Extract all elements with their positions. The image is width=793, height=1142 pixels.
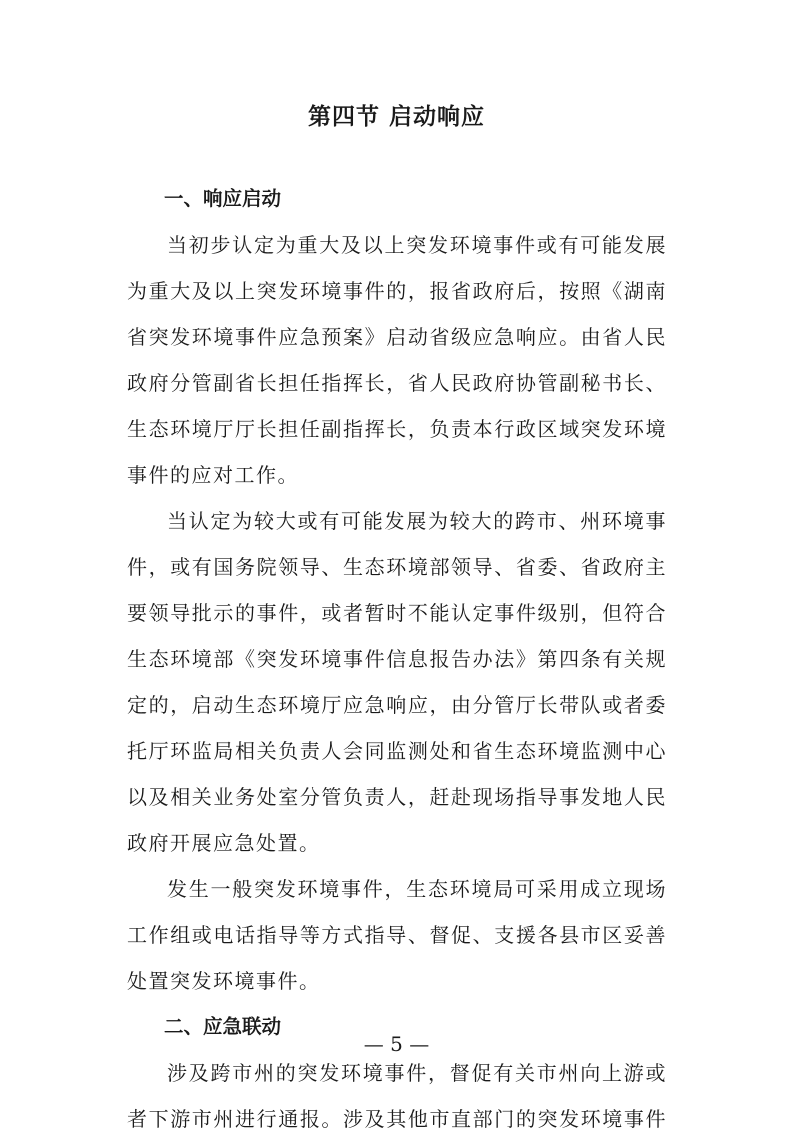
text-line: 省突发环境事件应急预案》启动省级应急响应。由省人民 xyxy=(127,325,667,349)
text-line: 要领导批示的事件，或者暂时不能认定事件级别，但符合 xyxy=(127,601,667,625)
paragraph xyxy=(127,498,667,866)
text-line: 涉及跨市州的突发环境事件，督促有关市州向上游或 xyxy=(167,1061,667,1085)
text-line: 处置突发环境事件。 xyxy=(127,969,321,993)
text-line: 发生一般突发环境事件，生态环境局可采用成立现场 xyxy=(167,877,667,901)
text-line: 工作组或电话指导等方式指导、督促、支援各县市区妥善 xyxy=(127,923,667,947)
text-line: 托厅环监局相关负责人会同监测处和省生态环境监测中心 xyxy=(127,739,667,763)
text-line: 政府开展应急处置。 xyxy=(127,831,321,855)
text-line: 定的，启动生态环境厅应急响应，由分管厅长带队或者委 xyxy=(127,693,667,717)
section-heading-response-activation: 一、响应启动 xyxy=(164,187,282,210)
text-line: 当初步认定为重大及以上突发环境事件或有可能发展 xyxy=(167,233,667,257)
page-number: — 5 — xyxy=(363,1032,430,1056)
paragraph xyxy=(127,866,667,1004)
text-line: 以及相关业务处室分管负责人，赶赴现场指导事发地人民 xyxy=(127,785,667,809)
text-line: 生态环境部《突发环境事件信息报告办法》第四条有关规 xyxy=(127,647,667,671)
text-line: 当认定为较大或有可能发展为较大的跨市、州环境事 xyxy=(167,509,667,533)
section-heading-emergency-linkage: 二、应急联动 xyxy=(164,1015,282,1038)
text-line: 者下游市州进行通报。涉及其他市直部门的突发环境事件 xyxy=(127,1107,667,1131)
text-line: 件，或有国务院领导、生态环境部领导、省委、省政府主 xyxy=(127,555,667,579)
body-text xyxy=(127,176,667,1142)
text-line: 事件的应对工作。 xyxy=(127,463,299,487)
paragraph xyxy=(127,222,667,498)
text-line: 政府分管副省长担任指挥长，省人民政府协管副秘书长、 xyxy=(127,371,667,395)
paragraph xyxy=(127,1050,667,1142)
text-line: 生态环境厅厅长担任副指挥长，负责本行政区域突发环境 xyxy=(127,417,667,441)
section-title: 第四节 启动响应 xyxy=(307,104,485,130)
text-line: 为重大及以上突发环境事件的，报省政府后，按照《湖南 xyxy=(127,279,667,303)
